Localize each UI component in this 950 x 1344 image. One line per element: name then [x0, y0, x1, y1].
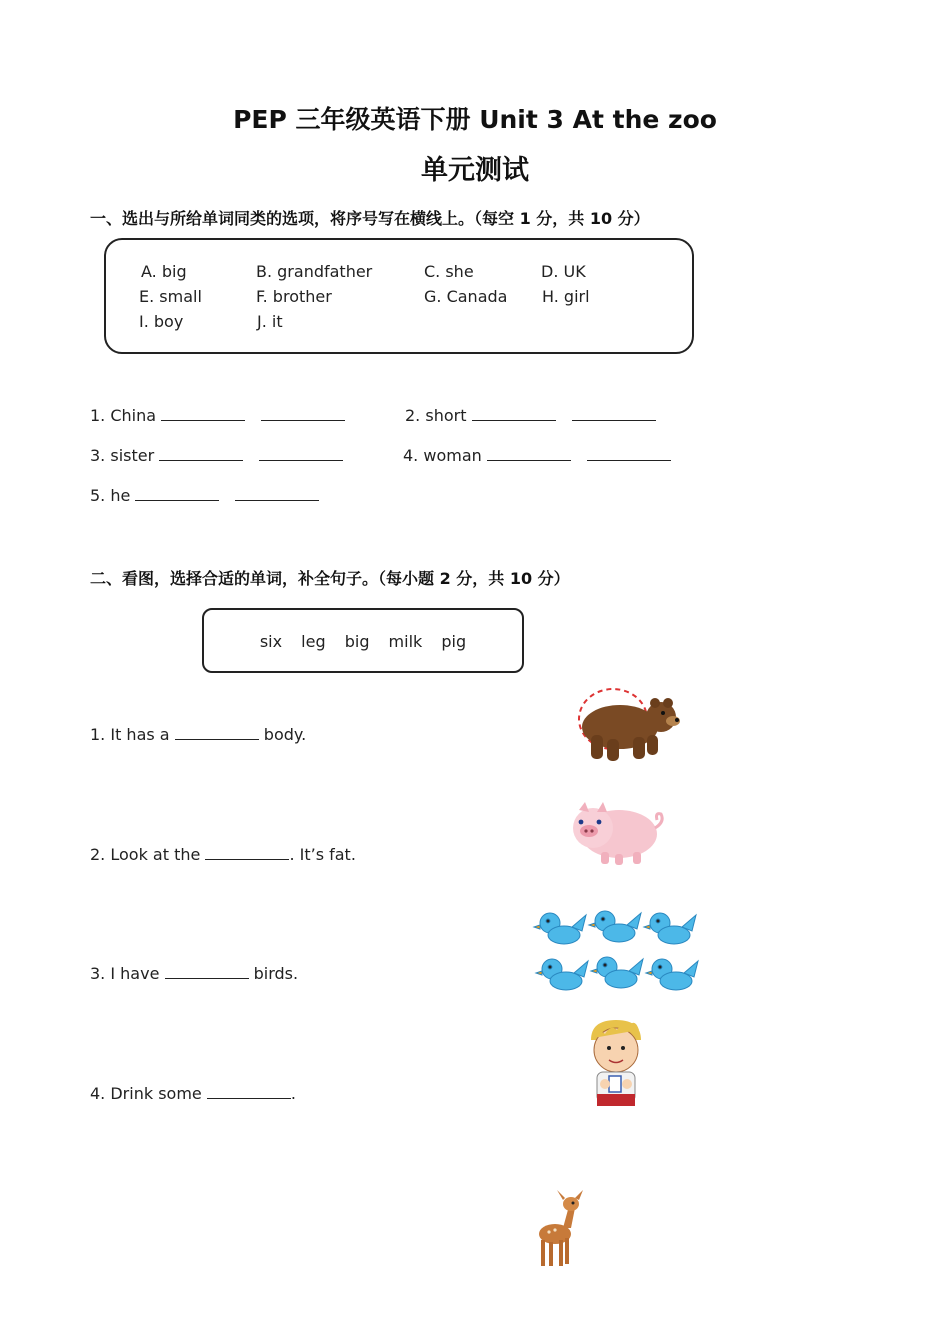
answer-blank[interactable] [135, 486, 219, 501]
answer-blank[interactable] [205, 845, 289, 860]
answer-blank[interactable] [161, 406, 245, 421]
section-1-heading: 一、选出与所给单词同类的选项，将序号写在横线上。（每空 1 分，共 10 分） [90, 209, 650, 228]
question-text: birds. [253, 964, 299, 983]
answer-blank[interactable] [572, 406, 656, 421]
answer-blank[interactable] [165, 964, 249, 979]
answer-blank[interactable] [207, 1084, 291, 1099]
answer-blank[interactable] [587, 446, 671, 461]
boy-milk-picture [585, 1018, 647, 1108]
answer-blank[interactable] [235, 486, 319, 501]
option-e: E. small [139, 287, 202, 306]
page-title: PEP 三年级英语下册 Unit 3 At the zoo [233, 105, 717, 134]
question-text: . [290, 1084, 296, 1103]
option-g: G. Canada [424, 287, 508, 306]
question-1-5 [90, 486, 319, 505]
option-a: A. big [141, 262, 187, 281]
question-1-4 [403, 446, 671, 465]
answer-blank[interactable] [261, 406, 345, 421]
section-2-heading: 二、看图，选择合适的单词，补全句子。（每小题 2 分，共 10 分） [90, 569, 570, 588]
birds-picture [532, 905, 702, 1000]
question-1-3 [90, 446, 343, 465]
pig-picture [567, 800, 669, 866]
answer-blank[interactable] [159, 446, 243, 461]
answer-blank[interactable] [175, 725, 259, 740]
question-word: 2. short [405, 406, 467, 425]
question-2-1 [90, 725, 306, 744]
option-h: H. girl [542, 287, 590, 306]
word-bank: six leg big milk pig [259, 632, 467, 651]
question-text: 2. Look at the [90, 845, 201, 864]
option-b: B. grandfather [256, 262, 373, 281]
question-1-2 [405, 406, 656, 425]
question-2-3 [90, 964, 298, 983]
question-word: 3. sister [90, 446, 155, 465]
question-text: . It’s fat. [289, 845, 356, 864]
option-f: F. brother [256, 287, 332, 306]
question-text: 3. I have [90, 964, 160, 983]
question-text: 1. It has a [90, 725, 170, 744]
option-d: D. UK [541, 262, 586, 281]
question-text: 4. Drink some [90, 1084, 202, 1103]
question-text: body. [263, 725, 307, 744]
answer-blank[interactable] [487, 446, 571, 461]
question-word: 5. he [90, 486, 131, 505]
bear-picture [575, 683, 685, 768]
option-j: J. it [257, 312, 283, 331]
question-2-4 [90, 1084, 296, 1103]
question-word: 4. woman [403, 446, 482, 465]
page-subtitle: 单元测试 [421, 155, 529, 186]
option-i: I. boy [139, 312, 184, 331]
question-1-1 [90, 406, 345, 425]
question-word: 1. China [90, 406, 157, 425]
answer-blank[interactable] [259, 446, 343, 461]
question-2-2 [90, 845, 356, 864]
deer-picture [525, 1188, 585, 1270]
option-c: C. she [424, 262, 474, 281]
answer-blank[interactable] [472, 406, 556, 421]
